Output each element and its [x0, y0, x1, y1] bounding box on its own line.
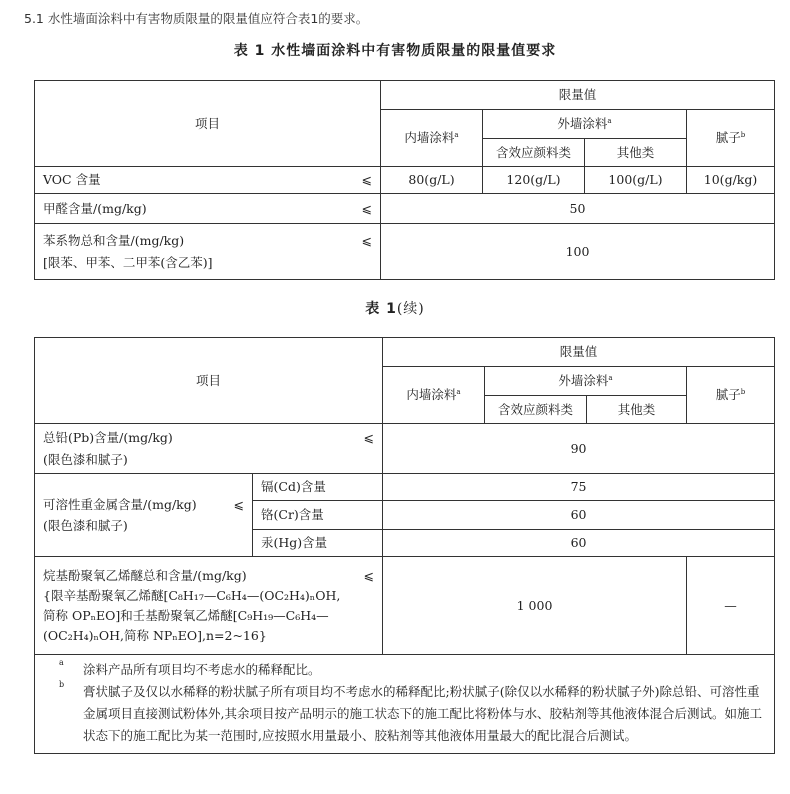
table-row [35, 224, 775, 280]
heavy-metal-value: 75 [383, 474, 775, 501]
header-limit: 限量值 [381, 81, 775, 110]
row-value: 80(g/L) [381, 167, 483, 194]
ape-label: 烷基酚聚氧乙烯醚总和含量/(mg/kg) ⩽ {限辛基酚聚氧乙烯醚[C₈H₁₇—C₆H₄—(OC₂H₄)ₙOH, 简称 OPₙEO]和壬基酚聚氧乙烯醚[C₉H₁₉—C₆H₄— (OC₂H₄)ₙOH,简称 NPₙEO],n=2~16} [35, 557, 383, 655]
row-label: 苯系物总和含量/(mg/kg) ⩽ [限苯、甲苯、二甲苯(含乙苯)] [35, 224, 381, 280]
heavy-metal-label: 可溶性重金属含量/(mg/kg) ⩽ (限色漆和腻子) [35, 474, 253, 557]
table1 [34, 80, 775, 280]
header-putty: 腻子$^b$ [687, 367, 775, 424]
heavy-metal-value: 60 [383, 501, 775, 530]
table2 [34, 337, 775, 754]
ape-putty-value: — [687, 557, 775, 655]
header-other: 其他类 [587, 396, 687, 424]
header-pigment: 含效应颜料类 [483, 139, 585, 167]
header-putty: 腻子$^b$ [687, 110, 775, 167]
lead-value: 90 [383, 424, 775, 474]
table-row [35, 194, 775, 224]
header-interior: 内墙涂料$^a$ [383, 367, 485, 424]
footnote-b: b 膏状腻子及仅以水稀释的粉状腻子所有项目均不考虑水的稀释配比;粉状腻子(除仅以水稀释的粉状腻子外)除总铅、可溶性重金属项目直接测试粉体外,其余项目按产品明示的施工状态下的施工配比将粉体与水、胶粘剂等其他液体混合后测试。如施工状态下的施工配比为某一范围时,应按照水用量最小、胶粘剂等其他液体用量最大的配比混合后测试。 [59, 679, 762, 743]
heavy-metal-item: 镉(Cd)含量 [253, 474, 383, 501]
row-label: VOC 含量 ⩽ [35, 167, 381, 194]
table2-caption: 表 1(续) [365, 301, 425, 317]
table1-caption: 表 1 水性墙面涂料中有害物质限量的限量值要求 [233, 43, 557, 59]
row-value: 100 [381, 224, 775, 280]
header-limit: 限量值 [383, 338, 775, 367]
ape-value: 1 000 [383, 557, 687, 655]
heavy-metal-item: 铬(Cr)含量 [253, 501, 383, 530]
header-exterior: 外墙涂料$^a$ [483, 110, 687, 139]
table-row [35, 557, 775, 655]
row-label: 甲醛含量/(mg/kg) ⩽ [35, 194, 381, 224]
intro-text: 5.1 水性墙面涂料中有害物质限量的限量值应符合表1的要求。 [24, 11, 369, 26]
table-notes [35, 655, 775, 754]
table-row [35, 474, 775, 501]
row-value: 10(g/kg) [687, 167, 775, 194]
row-value: 100(g/L) [585, 167, 687, 194]
row-value: 50 [381, 194, 775, 224]
header-other: 其他类 [585, 139, 687, 167]
table-row [35, 424, 775, 474]
heavy-metal-item: 汞(Hg)含量 [253, 530, 383, 557]
table-row [35, 167, 775, 194]
header-item: 项目 [35, 81, 381, 167]
header-pigment: 含效应颜料类 [485, 396, 587, 424]
heavy-metal-value: 60 [383, 530, 775, 557]
header-interior: 内墙涂料$^a$ [381, 110, 483, 167]
lead-label: 总铅(Pb)含量/(mg/kg) ⩽ (限色漆和腻子) [35, 424, 383, 474]
header-exterior: 外墙涂料$^a$ [485, 367, 687, 396]
row-value: 120(g/L) [483, 167, 585, 194]
header-item: 项目 [35, 338, 383, 424]
footnote-a: a 涂料产品所有项目均不考虑水的稀释配比。 [59, 658, 321, 677]
